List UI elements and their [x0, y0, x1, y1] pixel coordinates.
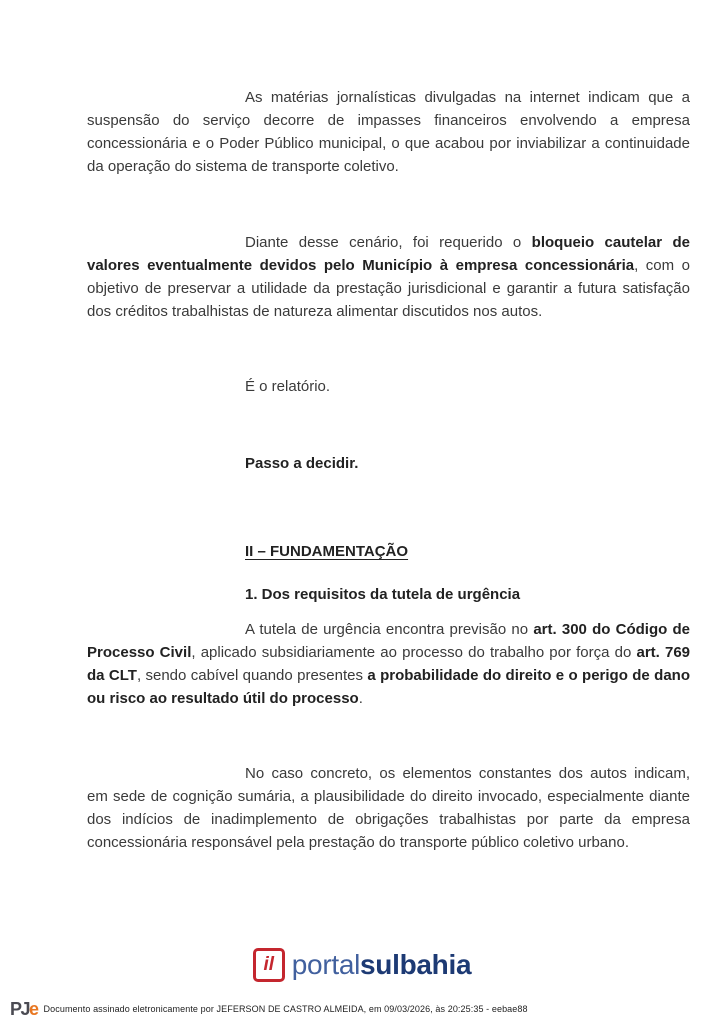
pje-logo-pj: PJ — [10, 999, 30, 1019]
portal-sulbahia-wordmark — [292, 949, 471, 981]
document-body — [87, 0, 690, 854]
brand-portal-text: portal — [291, 949, 361, 980]
pje-logo-e: e — [29, 999, 38, 1019]
subheading-tutela-urgencia: 1. Dos requisitos da tutela de urgência — [245, 586, 521, 603]
heading-fundamentacao: II – FUNDAMENTAÇÃO — [245, 543, 409, 560]
signature-footer — [10, 997, 528, 1021]
paragraph-legal-basis: A tutela de urgência encontra previsão no art. 300 do Código de Processo Civil, aplicado subsidiariamente ao processo do trabalho por força do art. 769 da CLT, sendo cabível quando presentes a probabilidade do direito e o perigo de dano ou risco ao resultado útil do processo. — [87, 621, 691, 707]
paragraph-concrete-case: No caso concreto, os elementos constantes dos autos indicam, em sede de cognição sumária, a plausibilidade do direito invocado, especialmente diante dos indícios de inadimplemento de obrigações trabalhistas por parte da empresa concessionária responsável pela prestação do transporte público coletivo urbano. — [87, 765, 690, 851]
pje-logo — [10, 1000, 38, 1018]
line-decision-opening: Passo a decidir. — [245, 455, 359, 472]
portal-sulbahia-icon: il — [253, 948, 285, 982]
paragraph-news-reports: As matérias jornalísticas divulgadas na internet indicam que a suspensão do serviço decorre de impasses financeiros envolvendo a empresa concessionária e o Poder Público municipal, o que acabou por inviabilizar a continuidade da operação do sistema de transporte coletivo. — [87, 89, 690, 175]
line-report-closing: É o relatório. — [245, 378, 331, 395]
paragraph-precautionary-blocking: Diante desse cenário, foi requerido o bloqueio cautelar de valores eventualmente devidos pelo Município à empresa concessionária, com o objetivo de preservar a utilidade da prestação jurisdicional e garantir a futura satisfação dos créditos trabalhistas de natureza alimentar discutidos nos autos. — [87, 234, 690, 320]
electronic-signature-text: Documento assinado eletronicamente por JEFERSON DE CASTRO ALMEIDA, em 09/03/2026, às 20:25:35 - eebae88 — [43, 1004, 528, 1014]
brand-sulbahia-text: sulbahia — [360, 949, 472, 980]
portal-sulbahia-logo — [0, 948, 724, 982]
